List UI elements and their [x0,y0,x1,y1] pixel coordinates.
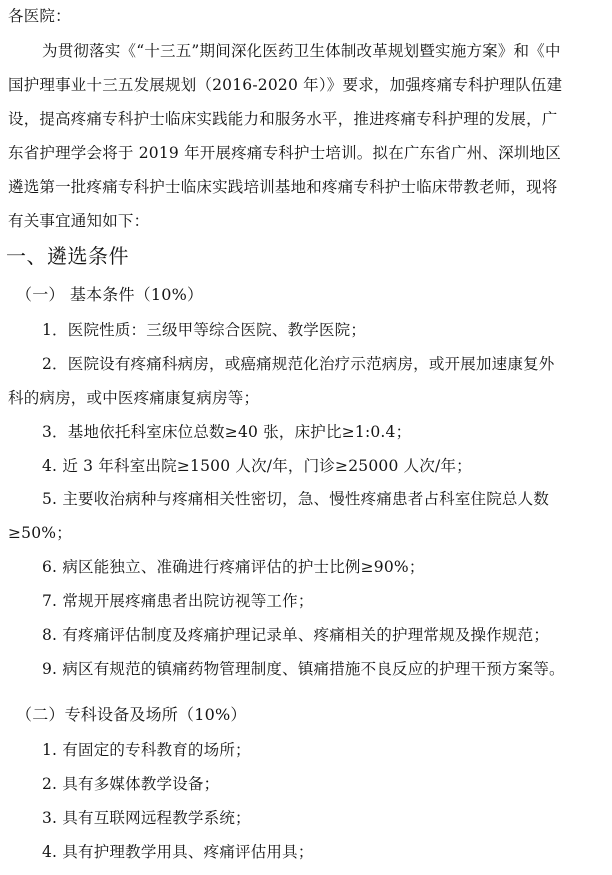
intro-line-1: 为贯彻落实《“十三五”期间深化医药卫生体制改革规划暨实施方案》和《中 [42,42,561,60]
intro-line-6: 有关事宜通知如下： [8,212,150,230]
intro-line-2: 国护理事业十三五发展规划（2016-2020 年）》要求，加强疼痛专科护理队伍建 [8,76,563,94]
list-item: 7. 常规开展疼痛患者出院访视等工作； [42,592,314,610]
section-heading-selection-criteria: 一、遴选条件 [6,244,129,268]
list-item: 4. 具有护理教学用具、疼痛评估用具； [42,843,314,861]
list-item: 6. 病区能独立、准确进行疼痛评估的护士比例≥90%； [42,558,425,576]
list-item: 5. 主要收治病种与疼痛相关性密切，急、慢性疼痛患者占科室住院总人数 [42,490,550,508]
list-item: 2．医院设有疼痛科病房，或癌痛规范化治疗示范病房，或开展加速康复外 [42,355,555,373]
list-item: 4. 近 3 年科室出院≥1500 人次/年，门诊≥25000 人次/年； [42,457,472,475]
list-item-continuation: ≥50%； [8,524,72,542]
list-item: 9. 病区有规范的镇痛药物管理制度、镇痛措施不良反应的护理干预方案等。 [42,660,565,678]
intro-line-5: 遴选第一批疼痛专科护士临床实践培训基地和疼痛专科护士临床带教老师，现将 [8,178,558,196]
list-item: 2. 具有多媒体教学设备； [42,775,220,793]
list-item: 3．基地依托科室床位总数≥40 张，床护比≥1:0.4； [42,423,412,441]
subsection-heading-equipment-and-venue: （二）专科设备及场所（10%） [16,705,247,724]
list-item: 1. 有固定的专科教育的场所； [42,741,251,759]
list-item: 1．医院性质：三级甲等综合医院、教学医院； [42,321,367,339]
list-item: 3. 具有互联网远程教学系统； [42,809,251,827]
intro-line-4: 东省护理学会将于 2019 年开展疼痛专科护士培训。拟在广东省广州、深圳地区 [8,144,561,162]
list-item-continuation: 科的病房，或中医疼痛康复病房等； [8,389,260,407]
intro-line-3: 设，提高疼痛专科护士临床实践能力和服务水平，推进疼痛专科护理的发展，广 [8,110,558,128]
subsection-heading-basic-conditions: （一） 基本条件（10%） [16,285,204,304]
salutation: 各医院： [8,7,71,25]
list-item: 8. 有疼痛评估制度及疼痛护理记录单、疼痛相关的护理常规及操作规范； [42,626,550,644]
